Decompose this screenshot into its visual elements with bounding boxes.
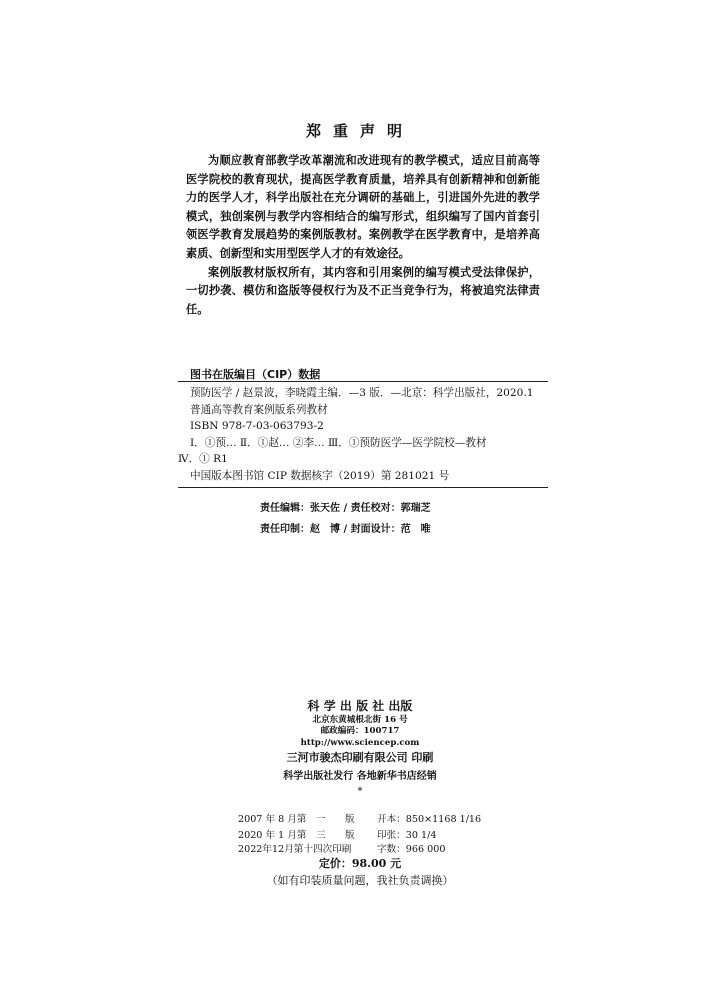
edition-spec: 字数：966 000 (377, 844, 446, 855)
cip-line: ISBN 978-7-03-063793-2 (190, 420, 324, 433)
edition-date: 2022年12月第十四次印刷 (238, 844, 352, 855)
cip-data-box (178, 381, 548, 488)
cip-line: Ⅳ．① R1 (178, 453, 228, 466)
distribution-line: 科学出版社发行 各地新华书店经销 (283, 771, 437, 783)
price: 定价：98.00 元 (318, 857, 402, 870)
edition-date: 2007 年 8 月第 (238, 814, 307, 825)
quality-note: （如有印装质量问题，我社负责调换） (266, 874, 454, 887)
notice-paragraph: 案例版教材版权所有，其内容和引用案例的编写模式受法律保护，一切抄袭、模仿和盗版等侵权行为及不正当竞争行为，将被追究法律责任。 (186, 265, 540, 316)
notice-paragraph: 为顺应教育部教学改革潮流和改进现有的教学模式，适应目前高等医学院校的教育现状，提高医学教育质量，培养具有创新精神和创新能力的医学人才，科学出版社在充分调研的基础上，引进国外先进的教学模式，独创案例与教学内容相结合的编写形式，组织编写了国内首套引领医学教育发展趋势的案例版教材。案例教学在医学教育中，是培养高素质、创新型和实用型医学人才的有效途径。 (186, 154, 540, 260)
publisher-postcode: 邮政编码：100717 (320, 726, 400, 737)
publisher-url: http://www.sciencep.com (300, 737, 420, 748)
edition-spec: 印张：30 1/4 (377, 830, 437, 841)
publisher-address: 北京东黄城根北街 16 号 (312, 715, 408, 725)
separator-star: * (357, 786, 363, 798)
staff-line-production: 责任印制：赵 博 / 封面设计：范 唯 (260, 524, 431, 535)
edition-label: 版 (345, 814, 355, 825)
printer-name: 三河市骏杰印刷有限公司 印刷 (286, 751, 434, 765)
notice-body (186, 152, 540, 319)
notice-title: 郑重声明 (305, 122, 414, 140)
edition-date: 2020 年 1 月第 (238, 830, 307, 841)
staff-line-editors: 责任编辑：张天佐 / 责任校对：郭瑞芝 (260, 503, 431, 514)
edition-label: 版 (345, 830, 355, 841)
publisher-info (0, 697, 720, 797)
publisher-name: 科 学 出 版 社 出版 (307, 699, 413, 713)
edition-spec: 开本：850×1168 1/16 (377, 814, 482, 825)
cip-line: 普通高等教育案例版系列教材 (190, 403, 328, 416)
cip-line: 预防医学 / 赵景波，李晓霞主编．—3 版．—北京：科学出版社，2020.1 (190, 387, 534, 399)
cip-line: 中国版本图书馆 CIP 数据核字（2019）第 281021 号 (190, 469, 450, 482)
cip-heading: 图书在版编目（CIP）数据 (190, 368, 321, 381)
edition-number: 三 (316, 830, 326, 841)
edition-number: 一 (316, 814, 326, 825)
cip-line: Ⅰ．①预… Ⅱ．①赵… ②李… Ⅲ．①预防医学—医学院校—教材 (190, 436, 487, 449)
staff-credits (260, 498, 431, 540)
